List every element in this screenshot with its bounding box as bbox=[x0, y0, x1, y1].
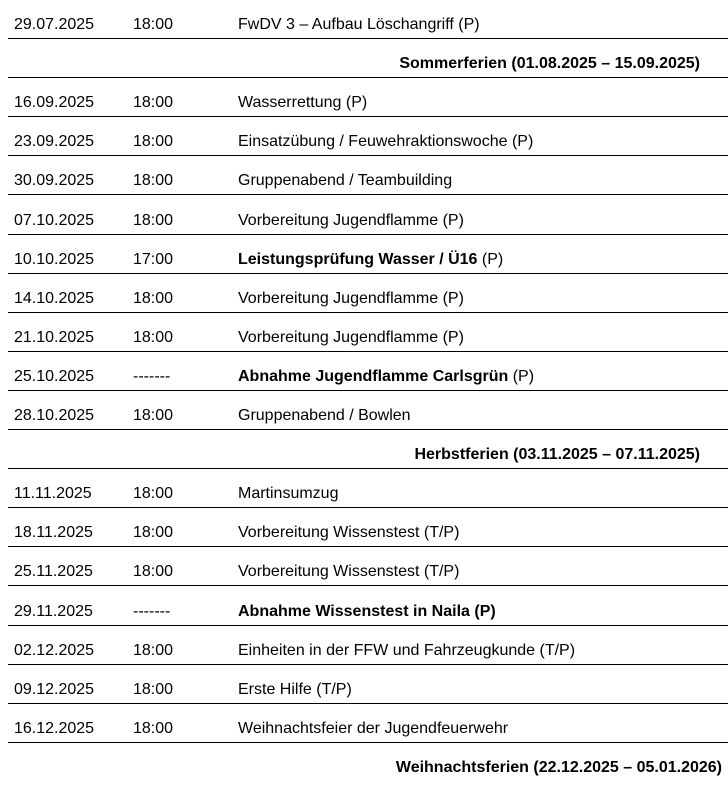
event-time: 18:00 bbox=[133, 641, 174, 659]
event-description: Gruppenabend / Bowlen bbox=[238, 407, 411, 425]
event-time: 18:00 bbox=[133, 485, 174, 503]
event-suffix: (P) bbox=[477, 250, 504, 268]
event-time: 18:00 bbox=[133, 94, 174, 112]
event-highlight: Abnahme Jugendflamme Carlsgrün bbox=[238, 367, 509, 385]
event-date: 16.09.2025 bbox=[14, 94, 95, 112]
event-highlight: Abnahme Wissenstest in Naila (P) bbox=[238, 602, 496, 620]
table-row bbox=[0, 313, 728, 352]
event-date: 23.09.2025 bbox=[14, 133, 95, 151]
event-date: 07.10.2025 bbox=[14, 211, 95, 229]
table-row bbox=[0, 117, 728, 156]
event-date: 29.07.2025 bbox=[14, 16, 95, 34]
table-row bbox=[0, 547, 728, 586]
event-time: 18:00 bbox=[133, 172, 174, 190]
event-date: 18.11.2025 bbox=[14, 524, 93, 542]
event-date: 25.10.2025 bbox=[14, 367, 95, 385]
holiday-label: Sommerferien (01.08.2025 – 15.09.2025) bbox=[399, 55, 700, 73]
table-row bbox=[0, 156, 728, 195]
event-time: 18:00 bbox=[133, 133, 174, 151]
event-date: 28.10.2025 bbox=[14, 407, 95, 425]
event-date: 29.11.2025 bbox=[14, 602, 93, 620]
event-description: Vorbereitung Jugendflamme (P) bbox=[238, 289, 464, 307]
event-description: Vorbereitung Wissenstest (T/P) bbox=[238, 524, 460, 542]
holiday-label: Herbstferien (03.11.2025 – 07.11.2025) bbox=[414, 446, 700, 464]
holiday-row bbox=[0, 430, 728, 469]
event-time: 18:00 bbox=[133, 563, 174, 581]
event-time: 18:00 bbox=[133, 211, 174, 229]
event-time: 18:00 bbox=[133, 289, 174, 307]
event-time: ------- bbox=[133, 602, 171, 620]
event-description: Weihnachtsfeier der Jugendfeuerwehr bbox=[238, 719, 509, 737]
event-description: Wasserrettung (P) bbox=[238, 94, 368, 112]
table-row bbox=[0, 274, 728, 313]
event-date: 02.12.2025 bbox=[14, 641, 95, 659]
event-time: 18:00 bbox=[133, 719, 174, 737]
table-row bbox=[0, 704, 728, 743]
event-date: 09.12.2025 bbox=[14, 680, 95, 698]
event-date: 11.11.2025 bbox=[14, 485, 92, 503]
holiday-row bbox=[0, 743, 728, 782]
event-time: 18:00 bbox=[133, 524, 174, 542]
event-date: 10.10.2025 bbox=[14, 250, 95, 268]
event-description: Einsatzübung / Feuwehraktionswoche (P) bbox=[238, 133, 534, 151]
event-description: Gruppenabend / Teambuilding bbox=[238, 172, 453, 190]
table-row bbox=[0, 587, 728, 626]
event-time: 18:00 bbox=[133, 680, 174, 698]
event-description: Einheiten in der FFW und Fahrzeugkunde (T/P) bbox=[238, 641, 576, 659]
event-description: Vorbereitung Wissenstest (T/P) bbox=[238, 563, 460, 581]
event-date: 25.11.2025 bbox=[14, 563, 93, 581]
event-date: 30.09.2025 bbox=[14, 172, 95, 190]
table-row bbox=[0, 469, 728, 508]
event-time: 18:00 bbox=[133, 407, 174, 425]
event-description: Vorbereitung Jugendflamme (P) bbox=[238, 328, 464, 346]
event-date: 14.10.2025 bbox=[14, 289, 95, 307]
holiday-row bbox=[0, 39, 728, 78]
event-description bbox=[238, 251, 503, 269]
event-description: Erste Hilfe (T/P) bbox=[238, 680, 352, 698]
event-description bbox=[238, 368, 534, 386]
event-description: Martinsumzug bbox=[238, 485, 339, 503]
table-row bbox=[0, 0, 728, 39]
table-row bbox=[0, 665, 728, 704]
event-highlight: Leistungsprüfung Wasser / Ü16 bbox=[238, 250, 478, 268]
event-date: 21.10.2025 bbox=[14, 328, 95, 346]
table-row bbox=[0, 626, 728, 665]
table-row bbox=[0, 508, 728, 547]
holiday-label: Weihnachtsferien (22.12.2025 – 05.01.2026) bbox=[395, 758, 722, 776]
event-description: FwDV 3 – Aufbau Löschangriff (P) bbox=[238, 16, 480, 34]
table-row bbox=[0, 352, 728, 391]
event-time: ------- bbox=[133, 367, 171, 385]
event-time: 18:00 bbox=[133, 328, 174, 346]
event-suffix: (P) bbox=[508, 367, 535, 385]
table-row bbox=[0, 235, 728, 274]
table-row bbox=[0, 391, 728, 430]
event-time: 18:00 bbox=[133, 16, 174, 34]
event-description bbox=[238, 603, 496, 621]
table-row bbox=[0, 196, 728, 235]
table-row bbox=[0, 78, 728, 117]
event-description: Vorbereitung Jugendflamme (P) bbox=[238, 211, 464, 229]
event-time: 17:00 bbox=[133, 250, 174, 268]
event-date: 16.12.2025 bbox=[14, 719, 95, 737]
